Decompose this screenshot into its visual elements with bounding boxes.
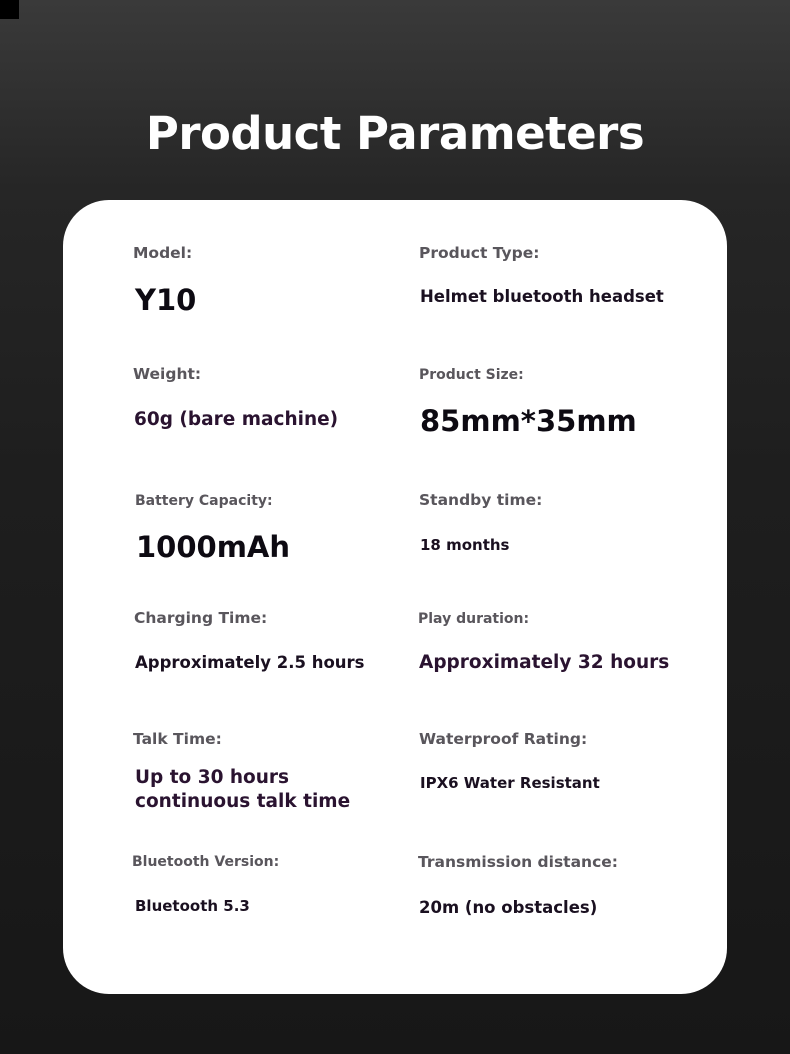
talk-time-label: Talk Time: — [133, 730, 222, 748]
product-size-label: Product Size: — [419, 367, 524, 383]
talk-time-value — [135, 766, 350, 814]
product-size-value: 85mm*35mm — [420, 404, 637, 438]
play-duration-label: Play duration: — [418, 611, 530, 627]
bluetooth-version-value: Bluetooth 5.3 — [135, 897, 250, 915]
bluetooth-version-label: Bluetooth Version: — [132, 854, 280, 870]
charging-time-value: Approximately 2.5 hours — [135, 653, 365, 672]
standby-time-value: 18 months — [420, 536, 510, 554]
weight-label: Weight: — [133, 365, 202, 383]
battery-capacity-value: 1000mAh — [136, 530, 291, 564]
battery-capacity-label: Battery Capacity: — [135, 493, 273, 509]
model-label: Model: — [133, 244, 193, 262]
parameters-card — [63, 200, 727, 994]
transmission-distance-label: Transmission distance: — [418, 853, 618, 871]
page-title: Product Parameters — [145, 107, 645, 161]
corner-mark — [0, 0, 19, 19]
charging-time-label: Charging Time: — [134, 609, 268, 627]
play-duration-value: Approximately 32 hours — [419, 652, 670, 673]
talk-time-value-line2: continuous talk time — [135, 791, 351, 812]
weight-value: 60g (bare machine) — [134, 409, 339, 430]
talk-time-value-line1: Up to 30 hours — [135, 767, 290, 788]
waterproof-rating-label: Waterproof Rating: — [419, 730, 588, 748]
product-type-label: Product Type: — [419, 244, 540, 262]
waterproof-rating-value: IPX6 Water Resistant — [420, 774, 600, 792]
product-type-value: Helmet bluetooth headset — [420, 287, 664, 306]
transmission-distance-value: 20m (no obstacles) — [419, 898, 598, 917]
model-value: Y10 — [135, 283, 197, 317]
standby-time-label: Standby time: — [419, 491, 543, 509]
